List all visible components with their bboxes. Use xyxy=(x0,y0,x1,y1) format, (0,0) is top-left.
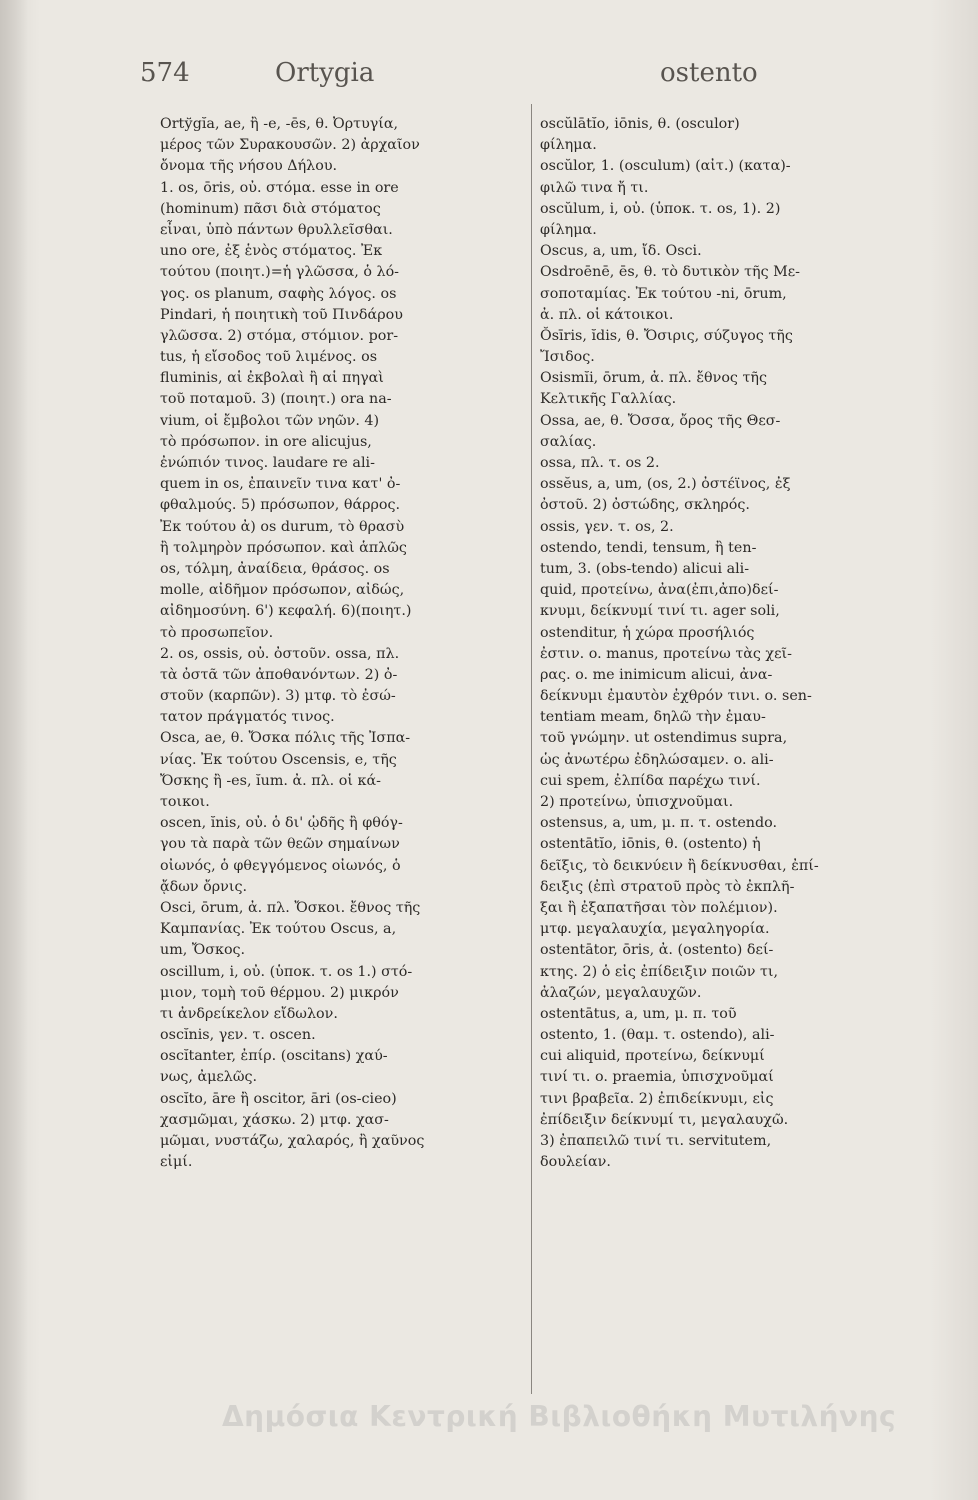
dictionary-line: Ŏsīris, ĭdis, θ. Ὄσιρις, σύζυγος τῆς xyxy=(540,327,793,344)
dictionary-line: oscĭnis, γεν. τ. oscen. xyxy=(160,1027,316,1044)
dictionary-line: 1. os, ōris, οὐ. στόμα. esse in ore xyxy=(160,179,399,196)
dictionary-line: Ortўgĭa, ae, ἢ -e, -ēs, θ. Ὀρτυγία, xyxy=(160,116,399,132)
dictionary-line: Κελτικῆς Γαλλίας. xyxy=(540,391,677,408)
dictionary-line: uno ore, ἐξ ἑνὸς στόματος. Ἐκ xyxy=(160,243,383,260)
page-number: 574 xyxy=(140,58,190,88)
dictionary-line: Ὄσκης ἢ -es, ĭum. ἀ. πλ. οἱ κά- xyxy=(160,772,381,789)
dictionary-line: δείκνυμι ἐμαυτὸν ἐχθρόν τινι. o. sen- xyxy=(540,688,812,705)
left-headword: Ortygia xyxy=(275,58,375,88)
dictionary-line: ostendo, tendi, tensum, ἢ ten- xyxy=(540,539,757,556)
dictionary-line: Osdroēnē, ēs, θ. τὸ δυτικὸν τῆς Με- xyxy=(540,264,801,281)
dictionary-line: Pindari, ἡ ποιητικὴ τοῦ Πινδάρου xyxy=(160,306,403,323)
dictionary-line: φθαλμούς. 5) πρόσωπον, θάρρος. xyxy=(160,497,401,514)
dictionary-line: ὡς ἀνωτέρω ἐδηλώσαμεν. o. ali- xyxy=(540,751,774,768)
dictionary-line: δειξις (ἐπὶ στρατοῦ πρὸς τὸ ἐκπλῆ- xyxy=(540,878,795,895)
dictionary-line: ostentātus, a, um, μ. π. τοῦ xyxy=(540,1005,737,1022)
dictionary-line: oscĭto, āre ἢ oscitor, āri (os-cieo) xyxy=(160,1090,397,1107)
dictionary-line: Καμπανίας. Ἐκ τούτου Oscus, a, xyxy=(160,921,397,938)
dictionary-line: ostentātor, ōris, ἀ. (ostento) δεί- xyxy=(540,942,774,959)
dictionary-line: molle, αἰδῆμον πρόσωπον, αἰδώς, xyxy=(160,582,405,599)
dictionary-line: oscŭlum, i, οὐ. (ὑποκ. τ. os, 1). 2) xyxy=(540,200,781,217)
dictionary-line: νίας. Ἐκ τούτου Oscensis, e, τῆς xyxy=(160,751,397,768)
dictionary-line: Ἴσιδος. xyxy=(540,349,595,366)
dictionary-line: ὄνομα τῆς νήσου Δήλου. xyxy=(160,158,338,175)
dictionary-line: quem in os, ἐπαινεῖν τινα κατ' ὀ- xyxy=(160,476,401,493)
dictionary-line: ἢ τολμηρὸν πρόσωπον. καὶ ἁπλῶς xyxy=(160,539,407,556)
dictionary-line: um, Ὄσκος. xyxy=(160,942,246,959)
dictionary-line: ἐπίδειξιν δείκνυμί τι, μεγαλαυχῶ. xyxy=(540,1111,789,1128)
dictionary-line: ἐστιν. o. manus, προτείνω τὰς χεῖ- xyxy=(540,645,792,662)
dictionary-line: Osismĭi, ōrum, ἀ. πλ. ἔθνος τῆς xyxy=(540,370,767,387)
dictionary-line: στοῦν (καρπῶν). 3) μτφ. τὸ ἐσώ- xyxy=(160,688,396,705)
dictionary-line: εἶναι, ὑπὸ πάντων θρυλλεῖσθαι. xyxy=(160,221,393,238)
dictionary-line: tus, ἡ εἴσοδος τοῦ λιμένος. os xyxy=(160,349,378,366)
dictionary-line: quid, προτείνω, ἀνα(ἐπι,ἀπο)δεί- xyxy=(540,582,779,599)
dictionary-line: τὸ πρόσωπον. in ore alicujus, xyxy=(160,433,372,450)
dictionary-line: Ἐκ τούτου ἀ) os durum, τὸ θρασὺ xyxy=(160,518,405,535)
dictionary-line: οἰωνός, ὁ φθεγγόμενος οἰωνός, ὁ xyxy=(160,857,401,874)
dictionary-line: cui aliquid, προτείνω, δείκνυμί xyxy=(540,1048,765,1065)
dictionary-line: 2. os, ossis, οὐ. ὀστοῦν. ossa, πλ. xyxy=(160,645,400,662)
dictionary-line: os, τόλμη, ἀναίδεια, θράσος. os xyxy=(160,560,390,577)
dictionary-line: μῶμαι, νυστάζω, χαλαρός, ἢ χαῦνος xyxy=(160,1133,425,1149)
dictionary-line: ᾄδων ὄρνις. xyxy=(160,878,248,895)
dictionary-line: ἀ. πλ. οἱ κάτοικοι. xyxy=(540,306,674,323)
dictionary-line: σοποταμίας. Ἐκ τούτου -ni, ōrum, xyxy=(540,285,787,302)
dictionary-line: δεῖξις, τὸ δεικνύειν ἢ δείκνυσθαι, ἐπί- xyxy=(540,857,819,874)
dictionary-line: τοῦ γνώμην. ut ostendimus supra, xyxy=(540,730,788,747)
dictionary-line: oscŭlor, 1. (osculum) (αἰτ.) (κατα)- xyxy=(540,158,791,175)
dictionary-line: αἰδημοσύνη. 6') κεφαλή. 6)(ποιητ.) xyxy=(160,603,412,620)
left-column xyxy=(160,114,526,1173)
page-header xyxy=(140,58,790,106)
dictionary-line: ostentātĭo, iōnis, θ. (ostento) ἡ xyxy=(540,836,761,853)
binding-shadow xyxy=(0,0,28,1500)
dictionary-line: (hominum) πᾶσι διὰ στόματος xyxy=(160,200,381,217)
column-divider xyxy=(531,104,532,1394)
dictionary-line: ostento, 1. (θαμ. τ. ostendo), ali- xyxy=(540,1027,775,1044)
dictionary-line: 3) ἐπαπειλῶ τινί τι. servitutem, xyxy=(540,1133,772,1149)
dictionary-line: τούτου (ποιητ.)=ἡ γλῶσσα, ὁ λό- xyxy=(160,264,400,281)
dictionary-line: ostensus, a, um, μ. π. τ. ostendo. xyxy=(540,815,778,832)
dictionary-line: τινι βραβεῖα. 2) ἐπιδείκνυμι, εἰς xyxy=(540,1090,774,1107)
dictionary-line: μέρος τῶν Συρακουσῶν. 2) ἀρχαῖον xyxy=(160,137,420,154)
dictionary-line: τι ἀνδρείκελον εἴδωλον. xyxy=(160,1005,338,1022)
dictionary-line: Osci, ōrum, ἀ. πλ. Ὄσκοι. ἔθνος τῆς xyxy=(160,899,421,916)
dictionary-line: ξαι ἢ ἐξαπατῆσαι τὸν πολέμιον). xyxy=(540,899,778,916)
dictionary-line: σαλίας. xyxy=(540,433,597,450)
dictionary-line: fluminis, αἱ ἐκβολαὶ ἢ αἱ πηγαὶ xyxy=(160,370,384,387)
dictionary-line: cui spem, ἐλπίδα παρέχω τινί. xyxy=(540,772,761,789)
dictionary-line: oscĭtanter, ἐπίρ. (oscitans) χαύ- xyxy=(160,1048,388,1065)
dictionary-line: κτης. 2) ὁ εἰς ἐπίδειξιν ποιῶν τι, xyxy=(540,963,779,980)
dictionary-line: φίλημα. xyxy=(540,137,597,154)
dictionary-line: Ossa, ae, θ. Ὄσσα, ὄρος τῆς Θεσ- xyxy=(540,412,781,429)
dictionary-line: δουλείαν. xyxy=(540,1154,611,1171)
dictionary-line: γος. os planum, σαφὴς λόγος. os xyxy=(160,285,397,302)
dictionary-line: εἰμί. xyxy=(160,1154,193,1171)
dictionary-line: ossa, πλ. τ. os 2. xyxy=(540,455,660,471)
dictionary-line: tum, 3. (obs-tendo) alicui ali- xyxy=(540,560,750,577)
dictionary-line: μτφ. μεγαλαυχία, μεγαληγορία. xyxy=(540,921,770,938)
dictionary-line: τατον πράγματός τινος. xyxy=(160,709,335,726)
dictionary-line: ossĕus, a, um, (os, 2.) ὀστέϊνος, ἐξ xyxy=(540,476,791,493)
dictionary-line: νως, ἀμελῶς. xyxy=(160,1069,258,1086)
dictionary-line: κνυμι, δείκνυμί τινί τι. ager soli, xyxy=(540,603,780,620)
dictionary-line: τινί τι. o. praemia, ὑπισχνοῦμαί xyxy=(540,1069,774,1086)
dictionary-line: φιλῶ τινα ἤ τι. xyxy=(540,179,649,196)
dictionary-line: oscillum, i, οὐ. (ὑποκ. τ. os 1.) στό- xyxy=(160,963,413,980)
dictionary-line: μιον, τομὴ τοῦ θέρμου. 2) μικρόν xyxy=(160,984,399,1001)
dictionary-line: γλῶσσα. 2) στόμα, στόμιον. por- xyxy=(160,327,399,344)
dictionary-line: tentiam meam, δηλῶ τὴν ἐμαυ- xyxy=(540,709,766,726)
dictionary-line: ossis, γεν. τ. os, 2. xyxy=(540,518,674,535)
dictionary-line: 2) προτείνω, ὑπισχνοῦμαι. xyxy=(540,794,734,810)
dictionary-line: χασμῶμαι, χάσκω. 2) μτφ. χασ- xyxy=(160,1111,389,1128)
dictionary-line: γου τὰ παρὰ τῶν θεῶν σημαίνων xyxy=(160,836,400,853)
dictionary-line: Oscus, a, um, ἴδ. Osci. xyxy=(540,243,702,260)
library-watermark: Δημόσια Κεντρική Βιβλιοθήκη Μυτιλήνης xyxy=(222,1400,897,1433)
dictionary-line: ἀλαζών, μεγαλαυχῶν. xyxy=(540,984,702,1001)
dictionary-line: Osca, ae, θ. Ὄσκα πόλις τῆς Ἰσπα- xyxy=(160,730,411,747)
right-headword: ostento xyxy=(660,58,758,88)
dictionary-line: τοῦ ποταμοῦ. 3) (ποιητ.) ora na- xyxy=(160,391,392,408)
dictionary-line: τοικοι. xyxy=(160,794,210,810)
dictionary-line: vium, οἱ ἔμβολοι τῶν νηῶν. 4) xyxy=(160,412,380,429)
dictionary-line: ostenditur, ἡ χώρα προσήλιός xyxy=(540,624,755,641)
dictionary-line: φίλημα. xyxy=(540,221,597,238)
right-column xyxy=(540,114,922,1173)
dictionary-line: ἐνώπιόν τινος. laudare re ali- xyxy=(160,455,375,471)
dictionary-line: τὰ ὀστᾶ τῶν ἀποθανόντων. 2) ὀ- xyxy=(160,666,398,683)
dictionary-line: oscŭlātĭo, iōnis, θ. (osculor) xyxy=(540,116,740,132)
dictionary-line: ὀστοῦ. 2) ὀστώδης, σκληρός. xyxy=(540,497,750,514)
dictionary-line: oscen, ĭnis, οὐ. ὁ δι' ᾠδῆς ἢ φθόγ- xyxy=(160,815,403,832)
dictionary-line: τὸ προσωπεῖον. xyxy=(160,624,274,641)
dictionary-line: ρας. o. me inimicum alicui, ἀνα- xyxy=(540,666,773,683)
